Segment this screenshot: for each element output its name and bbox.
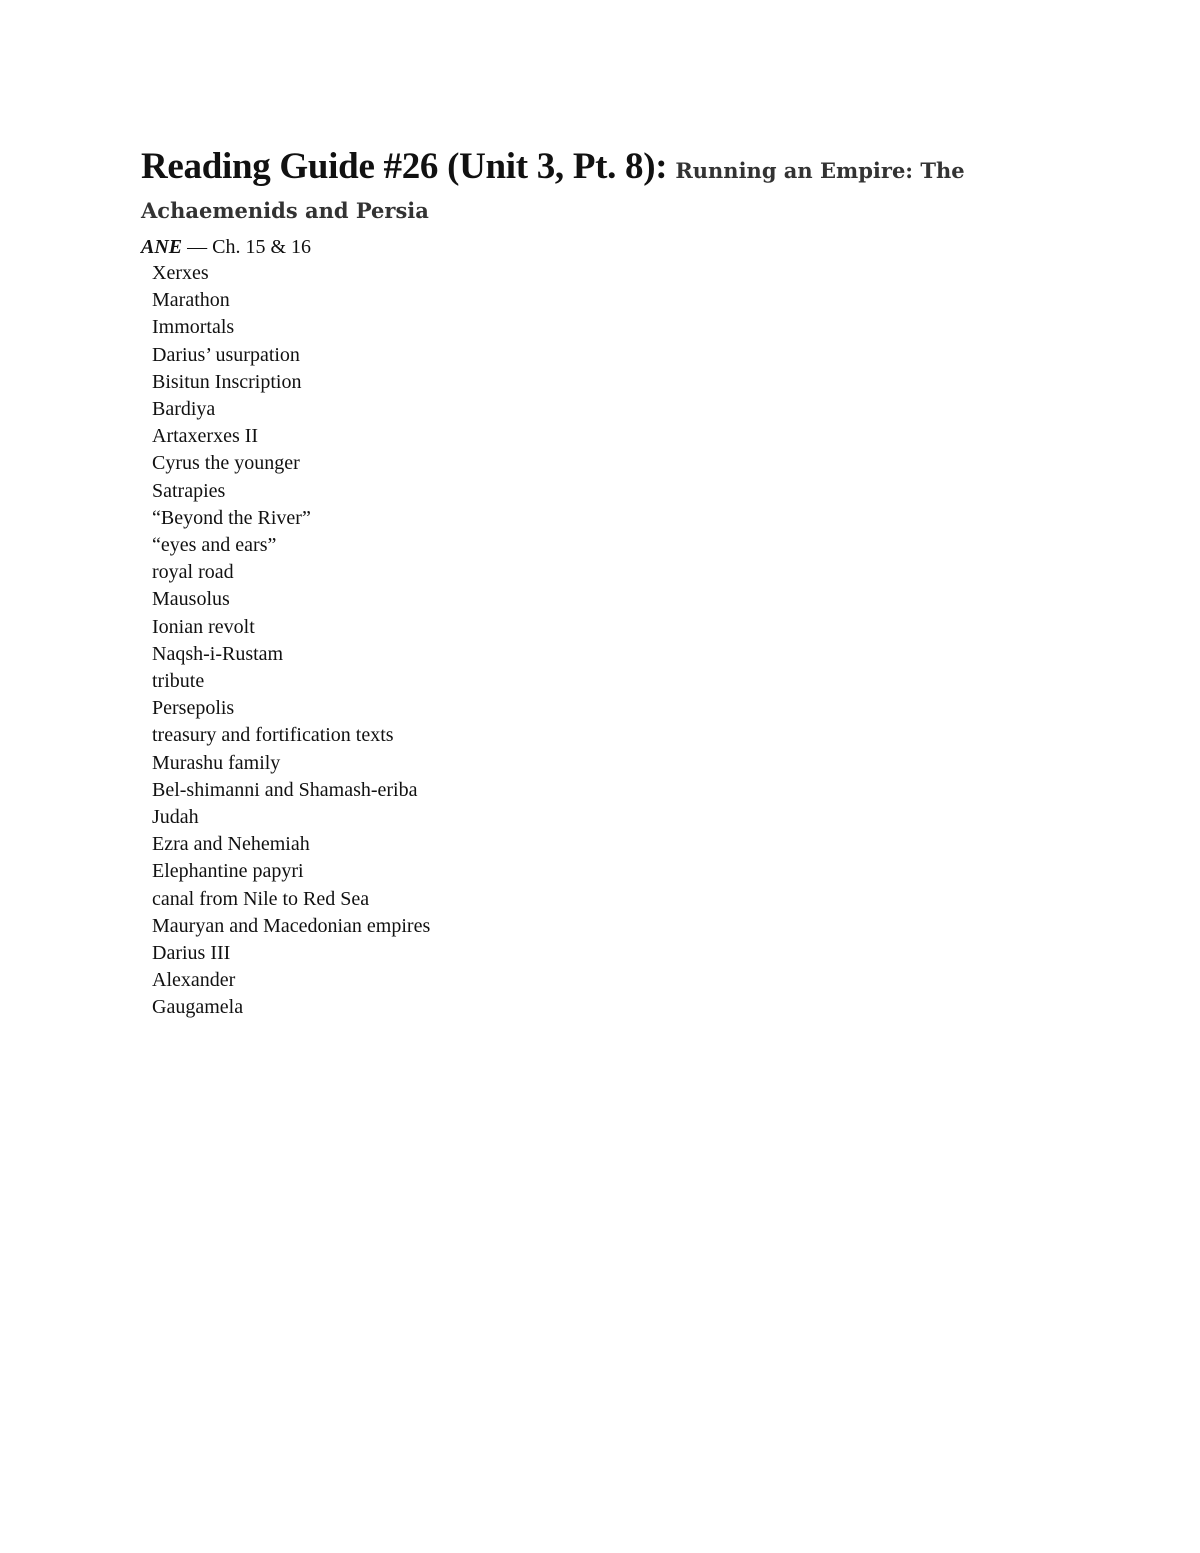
- page-title: [141, 148, 1041, 229]
- term-item: Artaxerxes II: [152, 425, 259, 448]
- term-item: “eyes and ears”: [152, 534, 277, 557]
- term-item: Cyrus the younger: [152, 452, 300, 475]
- term-item: canal from Nile to Red Sea: [152, 887, 370, 910]
- term-item: Mauryan and Macedonian empires: [152, 914, 431, 937]
- term-item: Darius’ usurpation: [152, 343, 300, 366]
- source-abbreviation: ANE: [141, 236, 183, 258]
- title-subtitle: Running an Empire: The Achaemenids and Persia: [141, 158, 965, 223]
- term-item: Darius III: [152, 942, 231, 965]
- term-item: treasury and fortification texts: [152, 724, 394, 747]
- term-item: Murashu family: [152, 751, 281, 774]
- term-item: Mausolus: [152, 588, 230, 611]
- term-item: Alexander: [152, 969, 236, 992]
- term-item: “Beyond the River”: [152, 506, 311, 529]
- term-item: Elephantine papyri: [152, 860, 304, 883]
- term-item: tribute: [152, 670, 205, 693]
- term-item: Immortals: [152, 316, 235, 339]
- term-item: Gaugamela: [152, 996, 244, 1019]
- terms-list: [141, 260, 1041, 1022]
- term-item: Bisitun Inscription: [152, 370, 302, 393]
- source-reference: [141, 234, 1041, 260]
- term-item: Ezra and Nehemiah: [152, 833, 310, 856]
- term-item: Ionian revolt: [152, 615, 255, 638]
- document-content: [141, 148, 1041, 1022]
- term-item: Xerxes: [152, 262, 209, 284]
- term-item: Satrapies: [152, 479, 226, 502]
- source-chapters: — Ch. 15 & 16: [182, 236, 312, 258]
- term-item: Judah: [152, 806, 199, 829]
- term-item: Persepolis: [152, 697, 235, 720]
- title-main: Reading Guide #26 (Unit 3, Pt. 8):: [141, 146, 668, 187]
- term-item: Marathon: [152, 289, 230, 312]
- term-item: Bel-shimanni and Shamash-eriba: [152, 778, 418, 801]
- term-item: royal road: [152, 561, 234, 584]
- term-item: Bardiya: [152, 398, 216, 421]
- term-item: Naqsh-i-Rustam: [152, 642, 284, 665]
